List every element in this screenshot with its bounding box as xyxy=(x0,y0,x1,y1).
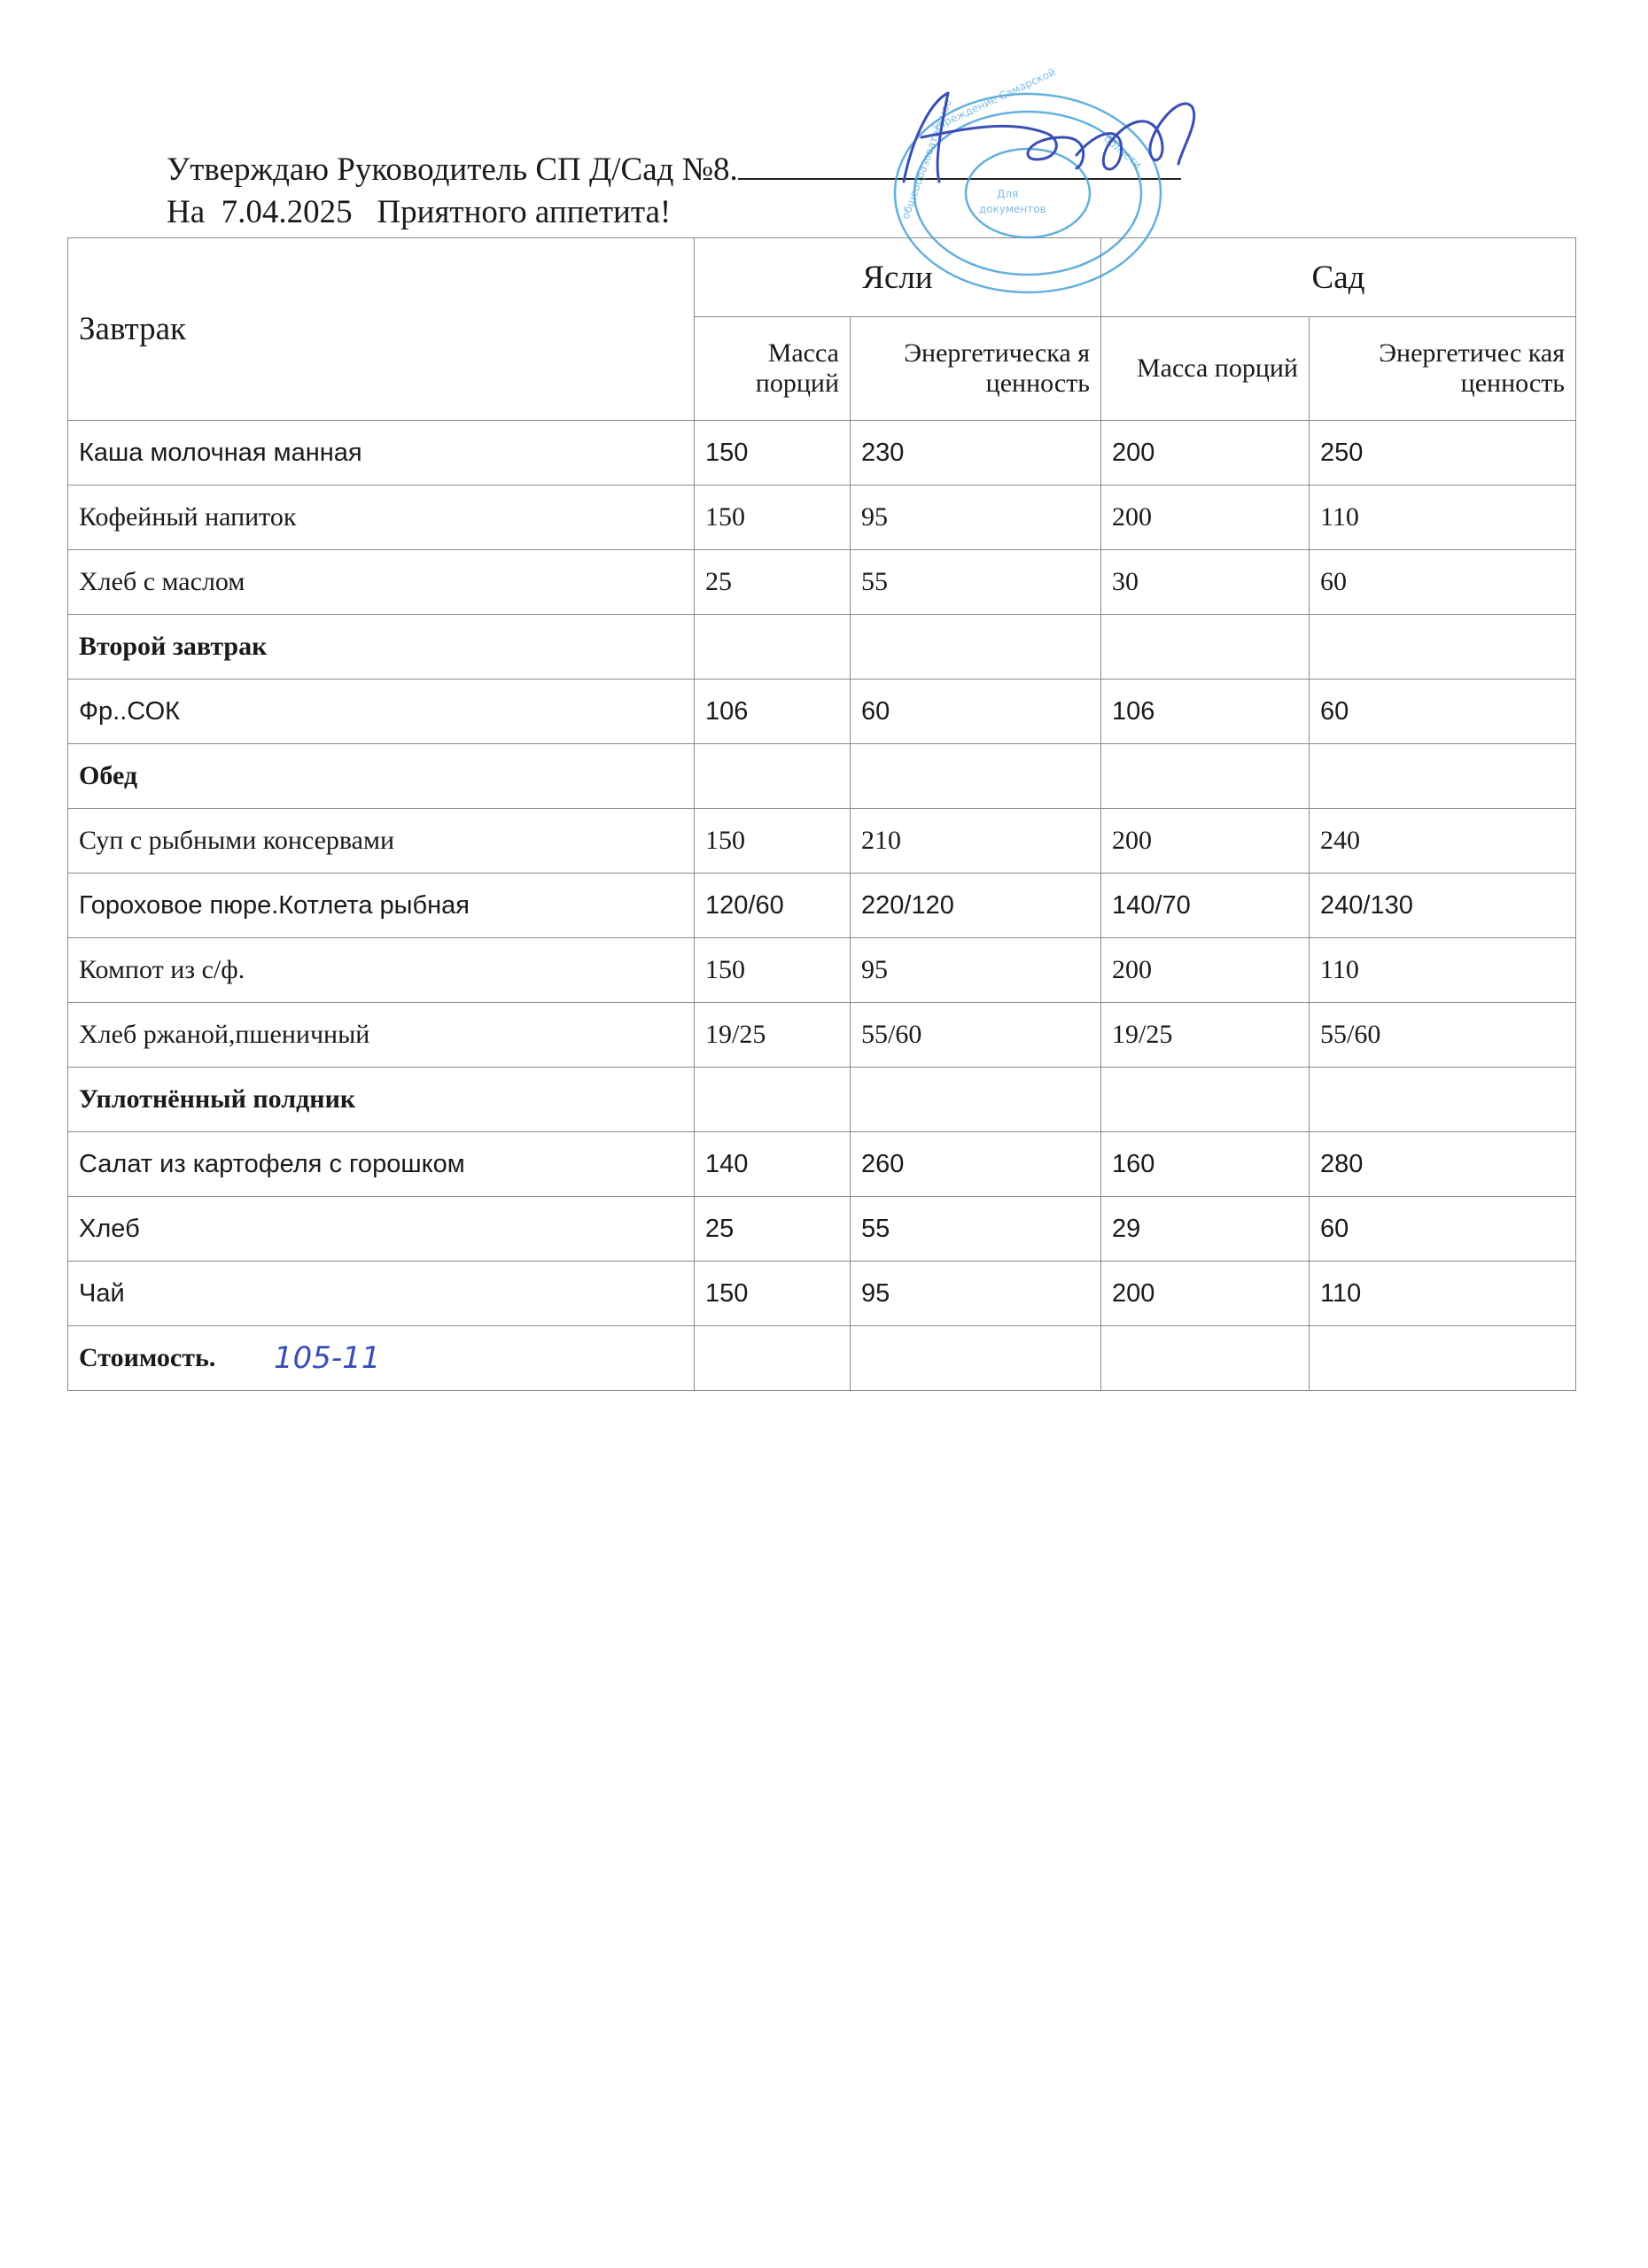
dish-name-cell: Хлеб ржаной,пшеничный xyxy=(68,1003,695,1068)
value-cell-b: 95 xyxy=(851,938,1101,1003)
cost-value-text: 105-11 xyxy=(274,1340,381,1376)
value-cell-c: 200 xyxy=(1101,1262,1310,1326)
value-cell-d: 240 xyxy=(1310,809,1576,874)
value-cell-b: 55 xyxy=(851,1197,1101,1262)
value-cell-d: 110 xyxy=(1310,938,1576,1003)
empty-cell xyxy=(695,744,851,809)
empty-cell xyxy=(695,1068,851,1132)
table-row xyxy=(68,680,1576,744)
value-cell-a: 150 xyxy=(695,1262,851,1326)
value-cell-c: 140/70 xyxy=(1101,874,1310,938)
value-cell-a: 106 xyxy=(695,680,851,744)
empty-cell xyxy=(1310,1326,1576,1391)
value-cell-c: 106 xyxy=(1101,680,1310,744)
value-cell-b: 220/120 xyxy=(851,874,1101,938)
value-cell-a: 25 xyxy=(695,1197,851,1262)
value-cell-c: 200 xyxy=(1101,421,1310,485)
table-row xyxy=(68,809,1576,874)
header-mass-sad: Масса порций xyxy=(1101,317,1310,421)
value-cell-a: 150 xyxy=(695,421,851,485)
value-cell-b: 55/60 xyxy=(851,1003,1101,1068)
section-row xyxy=(68,1326,1576,1391)
value-cell-b: 95 xyxy=(851,485,1101,550)
value-cell-d: 110 xyxy=(1310,1262,1576,1326)
section-row xyxy=(68,1068,1576,1132)
table-row xyxy=(68,421,1576,485)
menu-body xyxy=(68,421,1576,1391)
approval-text: Утверждаю Руководитель СП Д/Сад №8. xyxy=(167,151,738,188)
dish-name-cell: Гороховое пюре.Котлета рыбная xyxy=(68,874,695,938)
table-row xyxy=(68,1197,1576,1262)
section-label: Стоимость. xyxy=(68,1326,695,1391)
table-row xyxy=(68,1003,1576,1068)
group-header-sad: Сад xyxy=(1101,238,1576,317)
value-cell-b: 230 xyxy=(851,421,1101,485)
dish-name-cell: Хлеб с маслом xyxy=(68,550,695,615)
dish-name-cell: Кофейный напиток xyxy=(68,485,695,550)
table-row xyxy=(68,874,1576,938)
group-header-row xyxy=(68,238,1576,317)
table-row xyxy=(68,938,1576,1003)
value-cell-c: 200 xyxy=(1101,485,1310,550)
svg-text:Для: Для xyxy=(997,188,1019,200)
value-cell-a: 150 xyxy=(695,809,851,874)
empty-cell xyxy=(851,1326,1101,1391)
empty-cell xyxy=(851,615,1101,680)
header-energy-sad: Энергетичес кая ценность xyxy=(1310,317,1576,421)
empty-cell xyxy=(1101,1326,1310,1391)
empty-cell xyxy=(1310,744,1576,809)
table-row xyxy=(68,1262,1576,1326)
table-row xyxy=(68,550,1576,615)
empty-cell xyxy=(851,744,1101,809)
svg-text:общеобразовательное: общеобразовательное xyxy=(898,97,954,221)
header-mass-yasli: Масса порций xyxy=(695,317,851,421)
date-line: На 7.04.2025 Приятного аппетита! xyxy=(167,194,672,230)
table-row xyxy=(68,1132,1576,1197)
value-cell-a: 140 xyxy=(695,1132,851,1197)
dish-name-cell: Каша молочная манная xyxy=(68,421,695,485)
value-cell-b: 210 xyxy=(851,809,1101,874)
empty-cell xyxy=(851,1068,1101,1132)
section-row xyxy=(68,744,1576,809)
value-cell-c: 29 xyxy=(1101,1197,1310,1262)
dish-name-cell: Суп с рыбными консервами xyxy=(68,809,695,874)
header-energy-yasli: Энергетическа я ценность xyxy=(851,317,1101,421)
value-cell-d: 110 xyxy=(1310,485,1576,550)
value-cell-d: 240/130 xyxy=(1310,874,1576,938)
value-cell-b: 55 xyxy=(851,550,1101,615)
section-row xyxy=(68,615,1576,680)
section-label: Обед xyxy=(68,744,695,809)
value-cell-b: 60 xyxy=(851,680,1101,744)
empty-cell xyxy=(1310,1068,1576,1132)
dish-name-cell: Компот из с/ф. xyxy=(68,938,695,1003)
value-cell-a: 120/60 xyxy=(695,874,851,938)
value-cell-d: 60 xyxy=(1310,550,1576,615)
group-header-yasli: Ясли xyxy=(695,238,1101,317)
value-cell-c: 200 xyxy=(1101,809,1310,874)
meal-header-zavtrak: Завтрак xyxy=(68,238,695,421)
section-label: Второй завтрак xyxy=(68,615,695,680)
signature-underline xyxy=(738,151,1181,180)
value-cell-c: 30 xyxy=(1101,550,1310,615)
empty-cell xyxy=(1101,744,1310,809)
menu-table xyxy=(67,237,1576,1391)
svg-text:области: области xyxy=(1101,132,1145,172)
value-cell-c: 200 xyxy=(1101,938,1310,1003)
svg-text:документов: документов xyxy=(979,203,1046,215)
value-cell-d: 55/60 xyxy=(1310,1003,1576,1068)
dish-name-cell: Чай xyxy=(68,1262,695,1326)
empty-cell xyxy=(695,615,851,680)
value-cell-a: 150 xyxy=(695,485,851,550)
table-row xyxy=(68,485,1576,550)
value-cell-a: 25 xyxy=(695,550,851,615)
empty-cell xyxy=(695,1326,851,1391)
value-cell-d: 60 xyxy=(1310,1197,1576,1262)
empty-cell xyxy=(1101,1068,1310,1132)
dish-name-cell: Салат из картофеля с горошком xyxy=(68,1132,695,1197)
value-cell-b: 260 xyxy=(851,1132,1101,1197)
value-cell-c: 160 xyxy=(1101,1132,1310,1197)
value-cell-a: 150 xyxy=(695,938,851,1003)
section-label: Уплотнённый полдник xyxy=(68,1068,695,1132)
value-cell-a: 19/25 xyxy=(695,1003,851,1068)
value-cell-b: 95 xyxy=(851,1262,1101,1326)
dish-name-cell: Хлеб xyxy=(68,1197,695,1262)
value-cell-d: 60 xyxy=(1310,680,1576,744)
value-cell-d: 250 xyxy=(1310,421,1576,485)
empty-cell xyxy=(1101,615,1310,680)
approval-line xyxy=(167,151,1181,190)
dish-name-cell: Фр..СОК xyxy=(68,680,695,744)
svg-text:учреждение Самарской: учреждение Самарской xyxy=(930,66,1058,134)
empty-cell xyxy=(1310,615,1576,680)
value-cell-d: 280 xyxy=(1310,1132,1576,1197)
value-cell-c: 19/25 xyxy=(1101,1003,1310,1068)
